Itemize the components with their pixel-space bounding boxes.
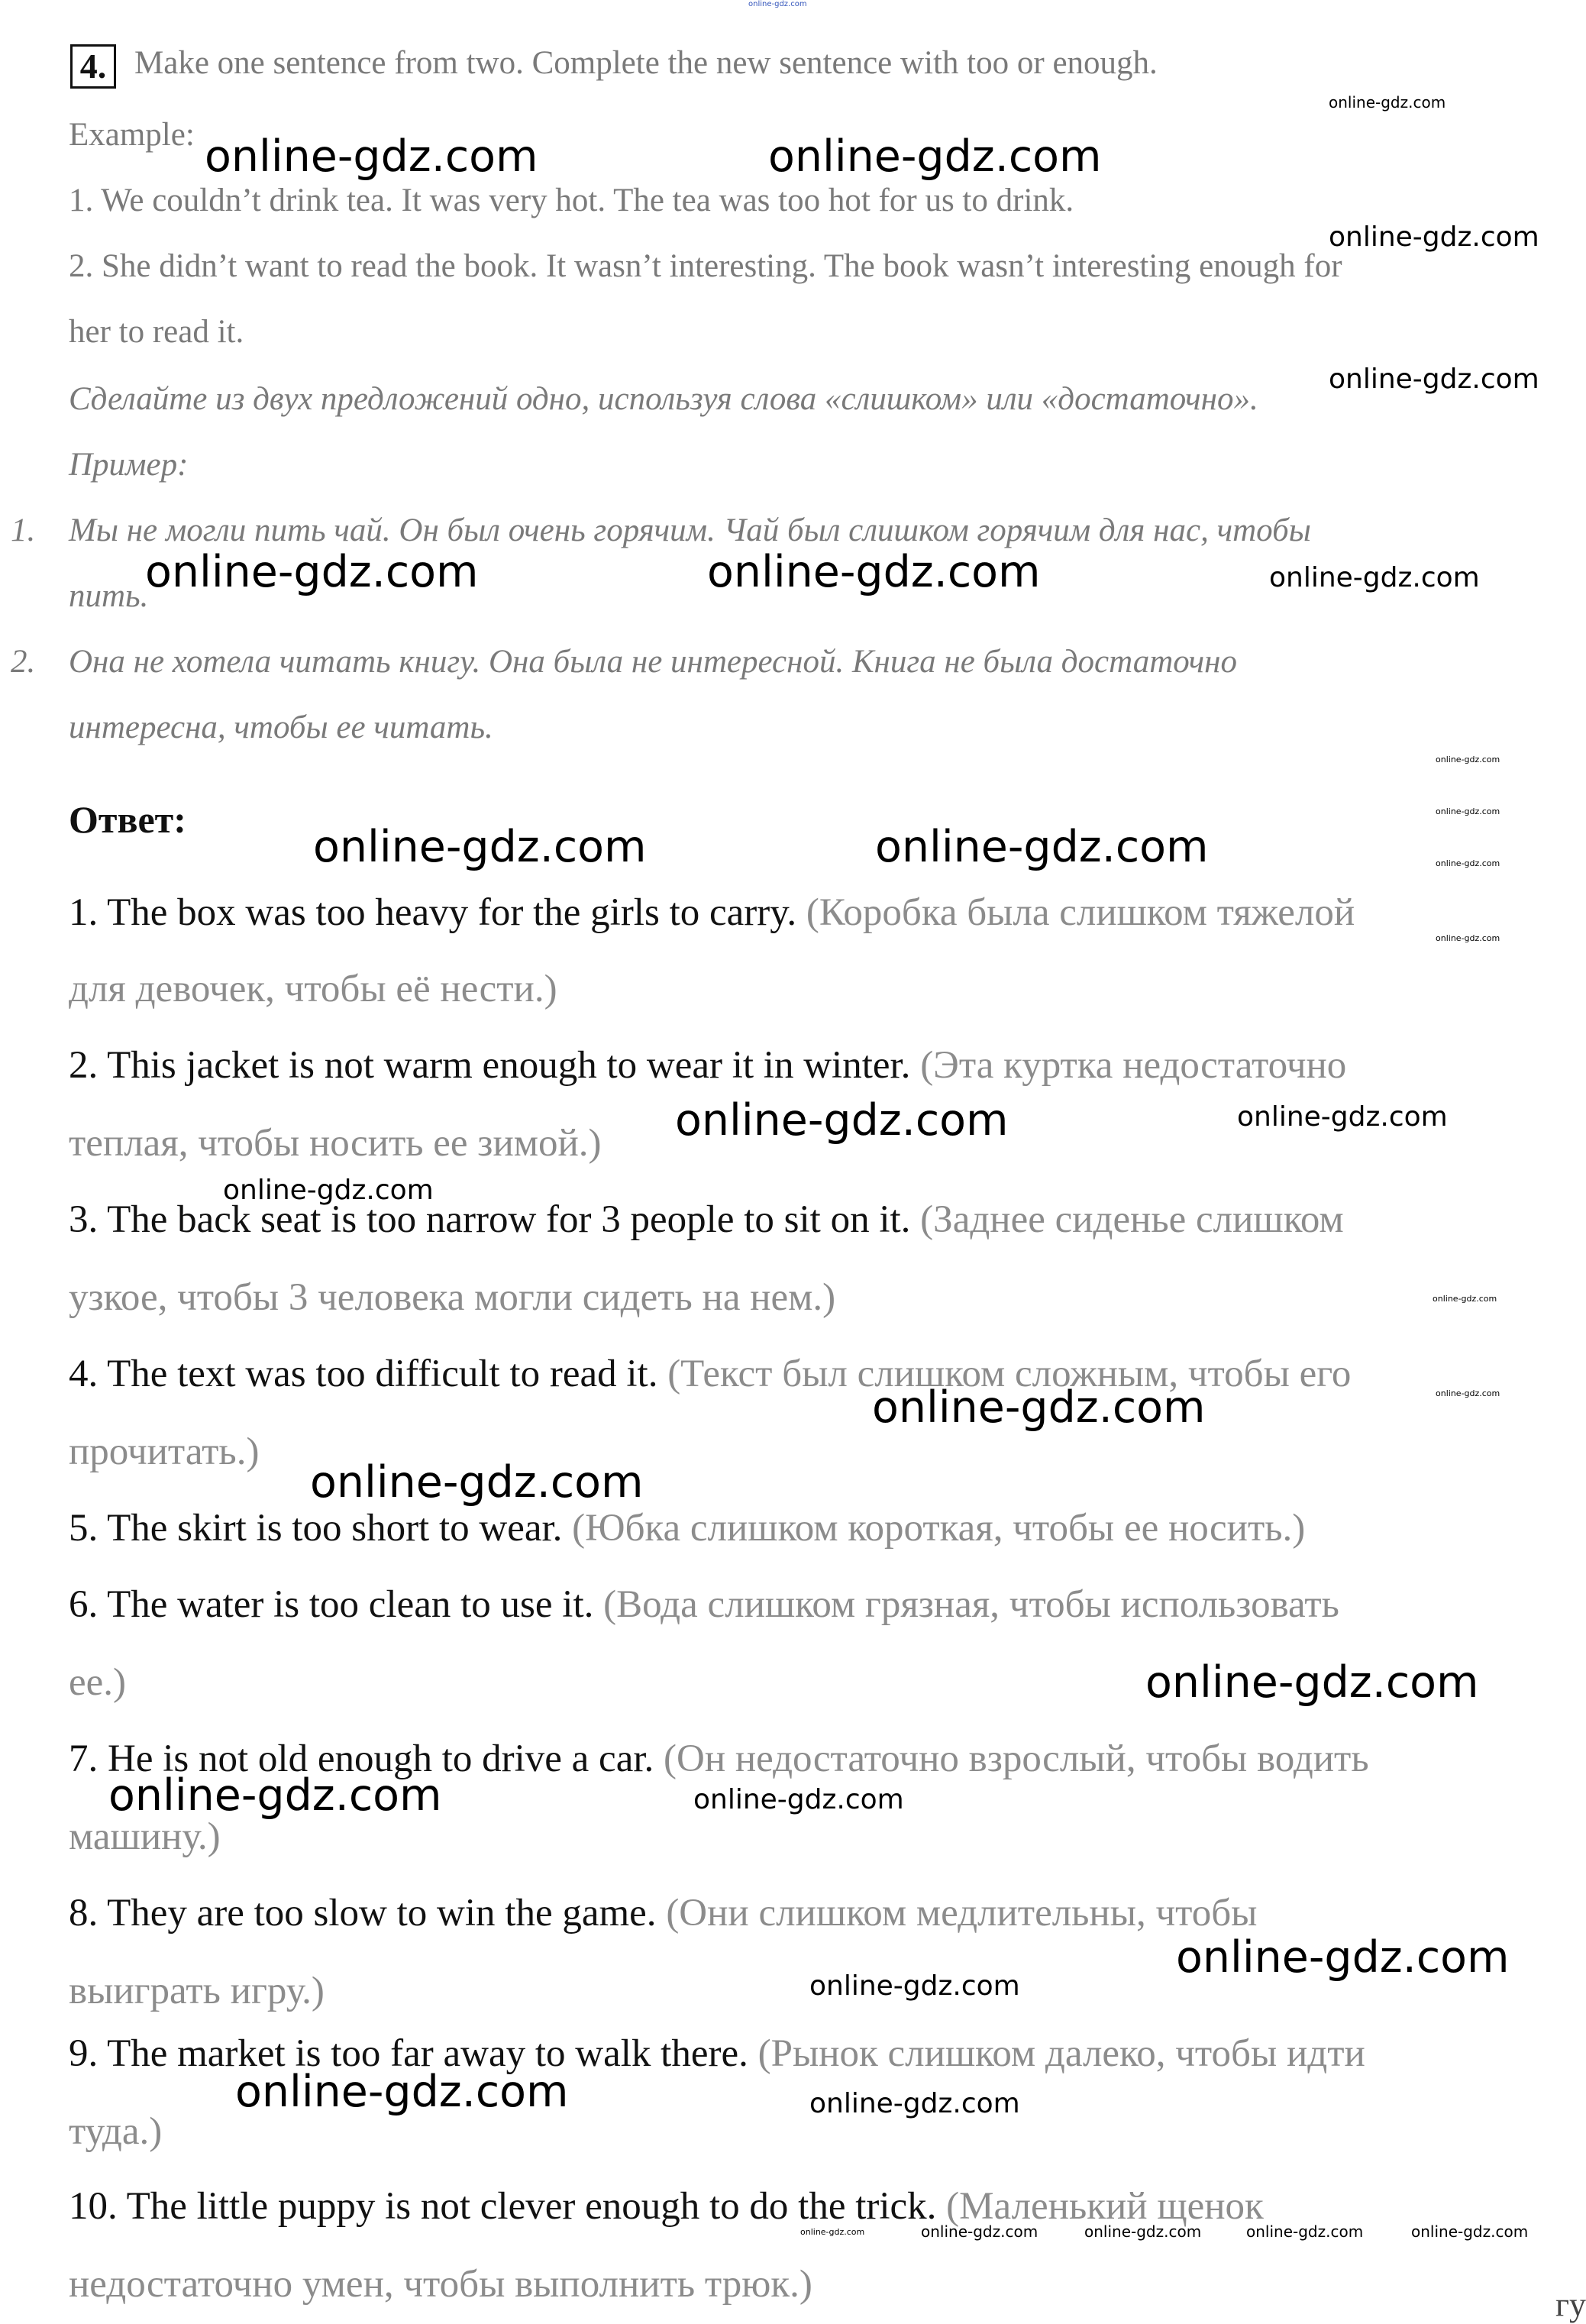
answer-ru-continuation: туда.) xyxy=(69,2110,163,2153)
answer-en: 9. The market is too far away to walk there. xyxy=(69,2032,748,2075)
watermark: online-gdz.com xyxy=(875,822,1209,872)
ru-example-1-line-1: Мы не могли пить чай. Он был очень горячим. Чай был слишком горячим для нас, чтобы xyxy=(69,512,1311,548)
watermark: online-gdz.com xyxy=(675,1095,1009,1146)
answer-ru: (Коробка была слишком тяжелой xyxy=(806,891,1355,934)
watermark: online-gdz.com xyxy=(1433,1294,1497,1304)
answer-ru-continuation: машину.) xyxy=(69,1815,221,1858)
watermark: online-gdz.com xyxy=(748,0,807,8)
answer-en: 6. The water is too clean to use it. xyxy=(69,1583,594,1626)
watermark: online-gdz.com xyxy=(1176,1932,1510,1983)
answer-ru-continuation: недостаточно умен, чтобы выполнить трюк.) xyxy=(69,2263,812,2306)
watermark: online-gdz.com xyxy=(1084,2222,1202,2241)
answer-ru: (Они слишком медлительны, чтобы xyxy=(666,1892,1258,1935)
answer-en: 3. The back seat is too narrow for 3 people to sit on it. xyxy=(69,1198,911,1241)
answer-en: 10. The little puppy is not clever enough to do the trick. xyxy=(69,2185,937,2228)
answer-line xyxy=(69,1043,1346,1088)
watermark: online-gdz.com xyxy=(921,2222,1038,2241)
answer-ru-continuation: прочитать.) xyxy=(69,1430,260,1473)
answer-en: 4. The text was too difficult to read it. xyxy=(69,1353,658,1395)
answer-ru-continuation: ее.) xyxy=(69,1661,127,1704)
answer-ru: (Юбка слишком короткая, чтобы ее носить.) xyxy=(572,1507,1306,1550)
answer-ru-continuation: теплая, чтобы носить ее зимой.) xyxy=(69,1122,602,1165)
watermark: online-gdz.com xyxy=(1436,755,1500,764)
answer-line xyxy=(69,1582,1339,1627)
task-instruction: Make one sentence from two. Complete the new sentence with too or enough. xyxy=(134,45,1158,81)
watermark: online-gdz.com xyxy=(1145,1657,1479,1708)
watermark: online-gdz.com xyxy=(205,131,538,182)
watermark: online-gdz.com xyxy=(707,547,1041,597)
ru-example-2-line-2: интересна, чтобы ее читать. xyxy=(69,709,493,745)
watermark: online-gdz.com xyxy=(800,2227,865,2237)
answer-line xyxy=(69,1891,1257,1935)
example-2-line-1: 2. She didn’t want to read the book. It wasn’t interesting. The book wasn’t interesting enough for xyxy=(69,248,1342,284)
watermark: online-gdz.com xyxy=(1246,2222,1364,2241)
ru-example-label: Пример: xyxy=(69,447,189,483)
watermark: online-gdz.com xyxy=(809,1970,1020,2002)
watermark: online-gdz.com xyxy=(310,1457,644,1508)
watermark: online-gdz.com xyxy=(108,1770,442,1821)
answer-en: 5. The skirt is too short to wear. xyxy=(69,1507,563,1550)
watermark: online-gdz.com xyxy=(693,1784,904,1815)
answer-en: 7. He is not old enough to drive a car. xyxy=(69,1737,654,1780)
answer-ru: (Эта куртка недостаточно xyxy=(920,1044,1347,1087)
answer-ru-continuation: выиграть игру.) xyxy=(69,1970,325,2012)
answer-en: 1. The box was too heavy for the girls to carry. xyxy=(69,891,797,934)
watermark: online-gdz.com xyxy=(1411,2222,1529,2241)
watermark: online-gdz.com xyxy=(223,1175,434,1206)
watermark: online-gdz.com xyxy=(235,2067,569,2117)
watermark: online-gdz.com xyxy=(872,1382,1206,1433)
watermark: online-gdz.com xyxy=(1329,364,1539,395)
answer-ru-continuation: для девочек, чтобы её нести.) xyxy=(69,968,557,1010)
answer-ru: (Вода слишком грязная, чтобы использовать xyxy=(603,1583,1339,1626)
answer-ru: (Он недостаточно взрослый, чтобы водить xyxy=(664,1737,1369,1780)
answer-ru: (Заднее сиденье слишком xyxy=(920,1198,1344,1241)
watermark: online-gdz.com xyxy=(1329,221,1539,253)
example-label: Example: xyxy=(69,117,195,153)
answer-en: 8. They are too slow to win the game. xyxy=(69,1892,657,1935)
watermark: online-gdz.com xyxy=(1436,858,1500,868)
ru-instruction: Сделайте из двух предложений одно, используя слова «слишком» или «достаточно». xyxy=(69,381,1258,417)
example-2-line-2: her to read it. xyxy=(69,314,244,350)
watermark: online-gdz.com xyxy=(1436,933,1500,943)
watermark: online-gdz.com xyxy=(145,547,479,597)
page-edge-fragment: гу xyxy=(1555,2286,1586,2323)
answer-ru: (Маленький щенок xyxy=(946,2185,1264,2228)
watermark: online-gdz.com xyxy=(313,822,647,872)
answer-line xyxy=(69,890,1355,935)
watermark: online-gdz.com xyxy=(1329,93,1446,112)
watermark: online-gdz.com xyxy=(768,131,1102,182)
watermark: online-gdz.com xyxy=(1436,1388,1500,1398)
watermark: online-gdz.com xyxy=(809,2088,1020,2119)
watermark: online-gdz.com xyxy=(1269,562,1480,593)
task-number: 4. xyxy=(70,44,116,89)
answer-label: Ответ: xyxy=(69,798,186,841)
ru-example-2-line-1: Она не хотела читать книгу. Она была не интересной. Книга не была достаточно xyxy=(69,644,1238,680)
answer-line xyxy=(69,1506,1305,1550)
watermark: online-gdz.com xyxy=(1436,806,1500,816)
example-1: 1. We couldn’t drink tea. It was very hot. The tea was too hot for us to drink. xyxy=(69,183,1074,218)
answer-en: 2. This jacket is not warm enough to wear it in winter. xyxy=(69,1044,911,1087)
answer-ru: (Рынок слишком далеко, чтобы идти xyxy=(757,2032,1365,2075)
watermark: online-gdz.com xyxy=(1237,1101,1448,1133)
ru-example-1-number: 1. xyxy=(11,512,36,548)
ru-example-1-line-2: пить. xyxy=(69,578,149,614)
answer-ru-continuation: узкое, чтобы 3 человека могли сидеть на нем.) xyxy=(69,1276,836,1319)
answer-ru: (Текст был слишком сложным, чтобы его xyxy=(667,1353,1352,1395)
ru-example-2-number: 2. xyxy=(11,644,36,680)
